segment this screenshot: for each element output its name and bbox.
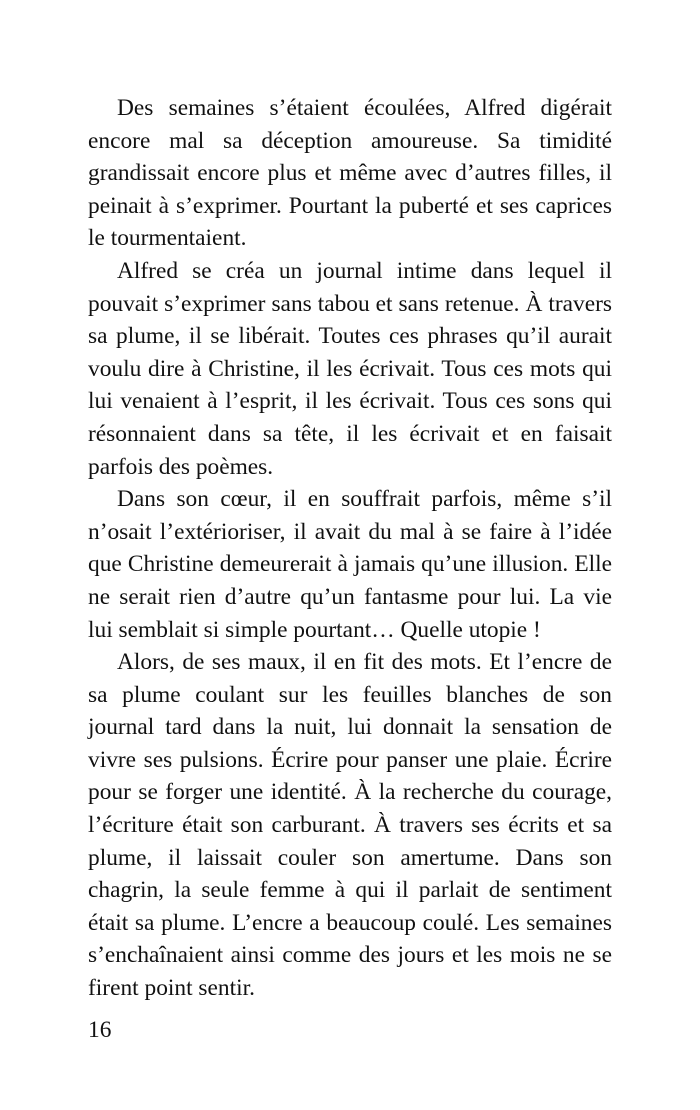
paragraph-1: Des semaines s’étaient écoulées, Alfred digérait encore mal sa déception amoureuse. Sa timidité grandissait encore plus et même avec d’autres filles, il peinait à s’exprimer. Pourtant la puberté et ses caprices le tourmentaient. [88,95,612,252]
page-number: 16 [88,1017,112,1043]
body-text [88,92,612,1005]
paragraph-3: Dans son cœur, il en souffrait parfois, même s’il n’osait l’extérioriser, il avait du mal à se faire à l’idée que Christine demeurerait à jamais qu’une illusion. Elle ne serait rien d’autre qu’un fantasme pour lui. La vie lui semblait si simple pourtant… Quelle utopie ! [88,486,612,643]
paragraph-2: Alfred se créa un journal intime dans lequel il pouvait s’exprimer sans tabou et sans retenue. À travers sa plume, il se libérait. Toutes ces phrases qu’il aurait voulu dire à Christine, il les écrivait. Tous ces mots qui lui venaient à l’esprit, il les écrivait. Tous ces sons qui résonnaient dans sa tête, il les écrivait et en faisait parfois des poèmes. [88,257,612,480]
paragraph-4: Alors, de ses maux, il en fit des mots. Et l’encre de sa plume coulant sur les feuilles blanches de son journal tard dans la nuit, lui donnait la sensation de vivre ses pulsions. Écrire pour panser une plaie. Écrire pour se forger une identité. À la recherche du courage, l’écriture était son carburant. À travers ses écrits et sa plume, il laissait couler son amertume. Dans son chagrin, la seule femme à qui il parlait de sentiment était sa plume. L’encre a beaucoup coulé. Les semaines s’enchaînaient ainsi comme des jours et les mois ne se firent point sentir. [88,649,612,1002]
